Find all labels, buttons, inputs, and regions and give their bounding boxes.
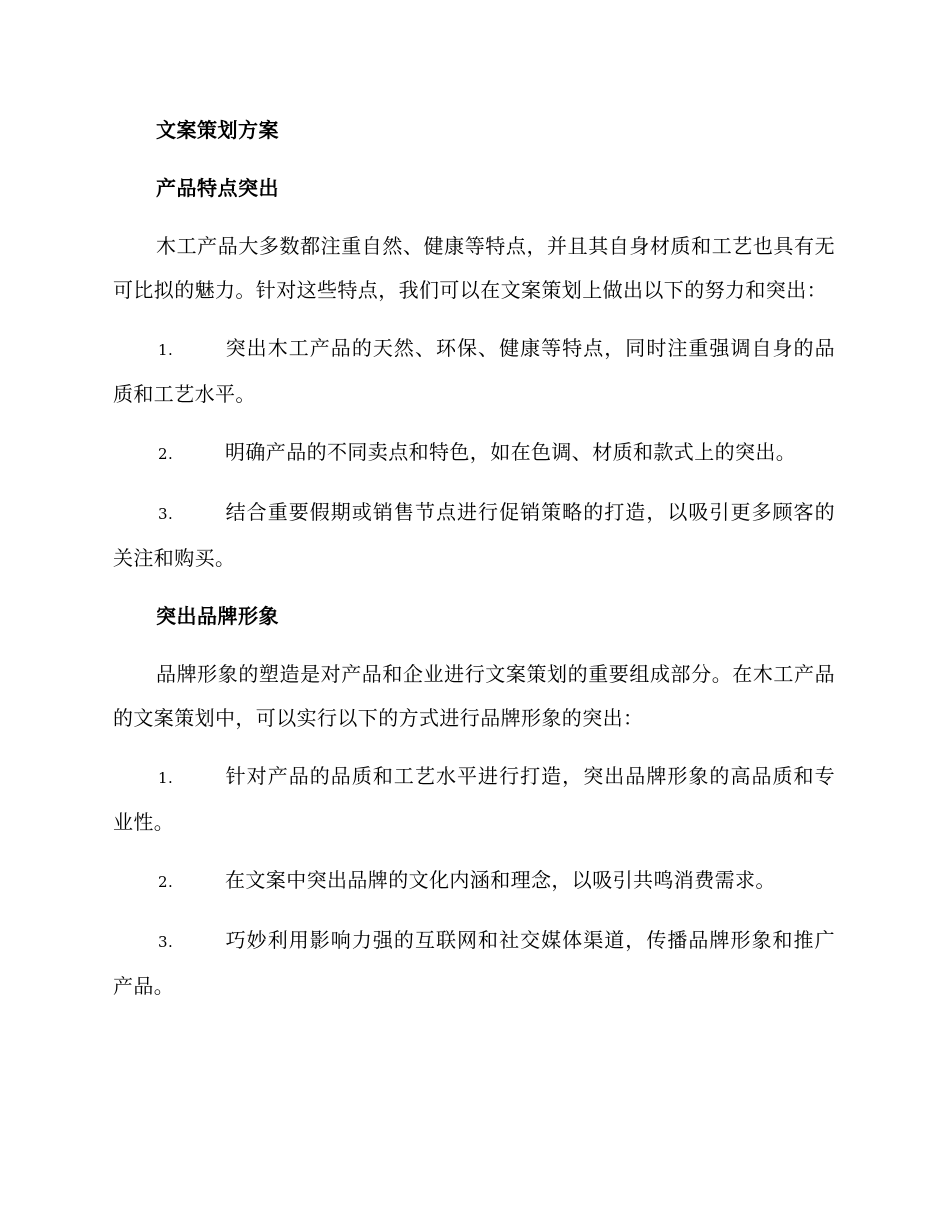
list-text: 结合重要假期或销售节点进行促销策略的打造，以吸引更多顾客的关注和购买。 bbox=[113, 500, 835, 570]
list-item bbox=[113, 326, 835, 416]
list-item bbox=[113, 918, 835, 1008]
list-number: 1. bbox=[158, 341, 174, 359]
list-text: 突出木工产品的天然、环保、健康等特点，同时注重强调自身的品质和工艺水平。 bbox=[113, 336, 835, 406]
list-number: 2. bbox=[158, 445, 174, 463]
list-text: 在文案中突出品牌的文化内涵和理念，以吸引共鸣消费需求。 bbox=[225, 868, 776, 892]
document-title: 文案策划方案 bbox=[156, 118, 279, 142]
document-body bbox=[113, 108, 835, 1022]
list-item bbox=[113, 754, 835, 844]
section-intro: 品牌形象的塑造是对产品和企业进行文案策划的重要组成部分。在木工产品的文案策划中，可以实行以下的方式进行品牌形象的突出： bbox=[113, 662, 835, 730]
section-heading: 突出品牌形象 bbox=[156, 604, 279, 628]
list-number: 3. bbox=[158, 933, 174, 951]
list-item bbox=[113, 858, 835, 904]
list-number: 3. bbox=[158, 505, 174, 523]
list-text: 针对产品的品质和工艺水平进行打造，突出品牌形象的高品质和专业性。 bbox=[113, 764, 835, 834]
section-intro: 木工产品大多数都注重自然、健康等特点，并且其自身材质和工艺也具有无可比拟的魅力。针对这些特点，我们可以在文案策划上做出以下的努力和突出： bbox=[113, 234, 835, 302]
list-text: 明确产品的不同卖点和特色，如在色调、材质和款式上的突出。 bbox=[225, 440, 797, 464]
list-number: 1. bbox=[158, 769, 174, 787]
section-heading: 产品特点突出 bbox=[156, 176, 279, 200]
list-number: 2. bbox=[158, 873, 174, 891]
list-item bbox=[113, 490, 835, 580]
list-item bbox=[113, 430, 835, 476]
list-text: 巧妙利用影响力强的互联网和社交媒体渠道，传播品牌形象和推广产品。 bbox=[113, 928, 835, 998]
